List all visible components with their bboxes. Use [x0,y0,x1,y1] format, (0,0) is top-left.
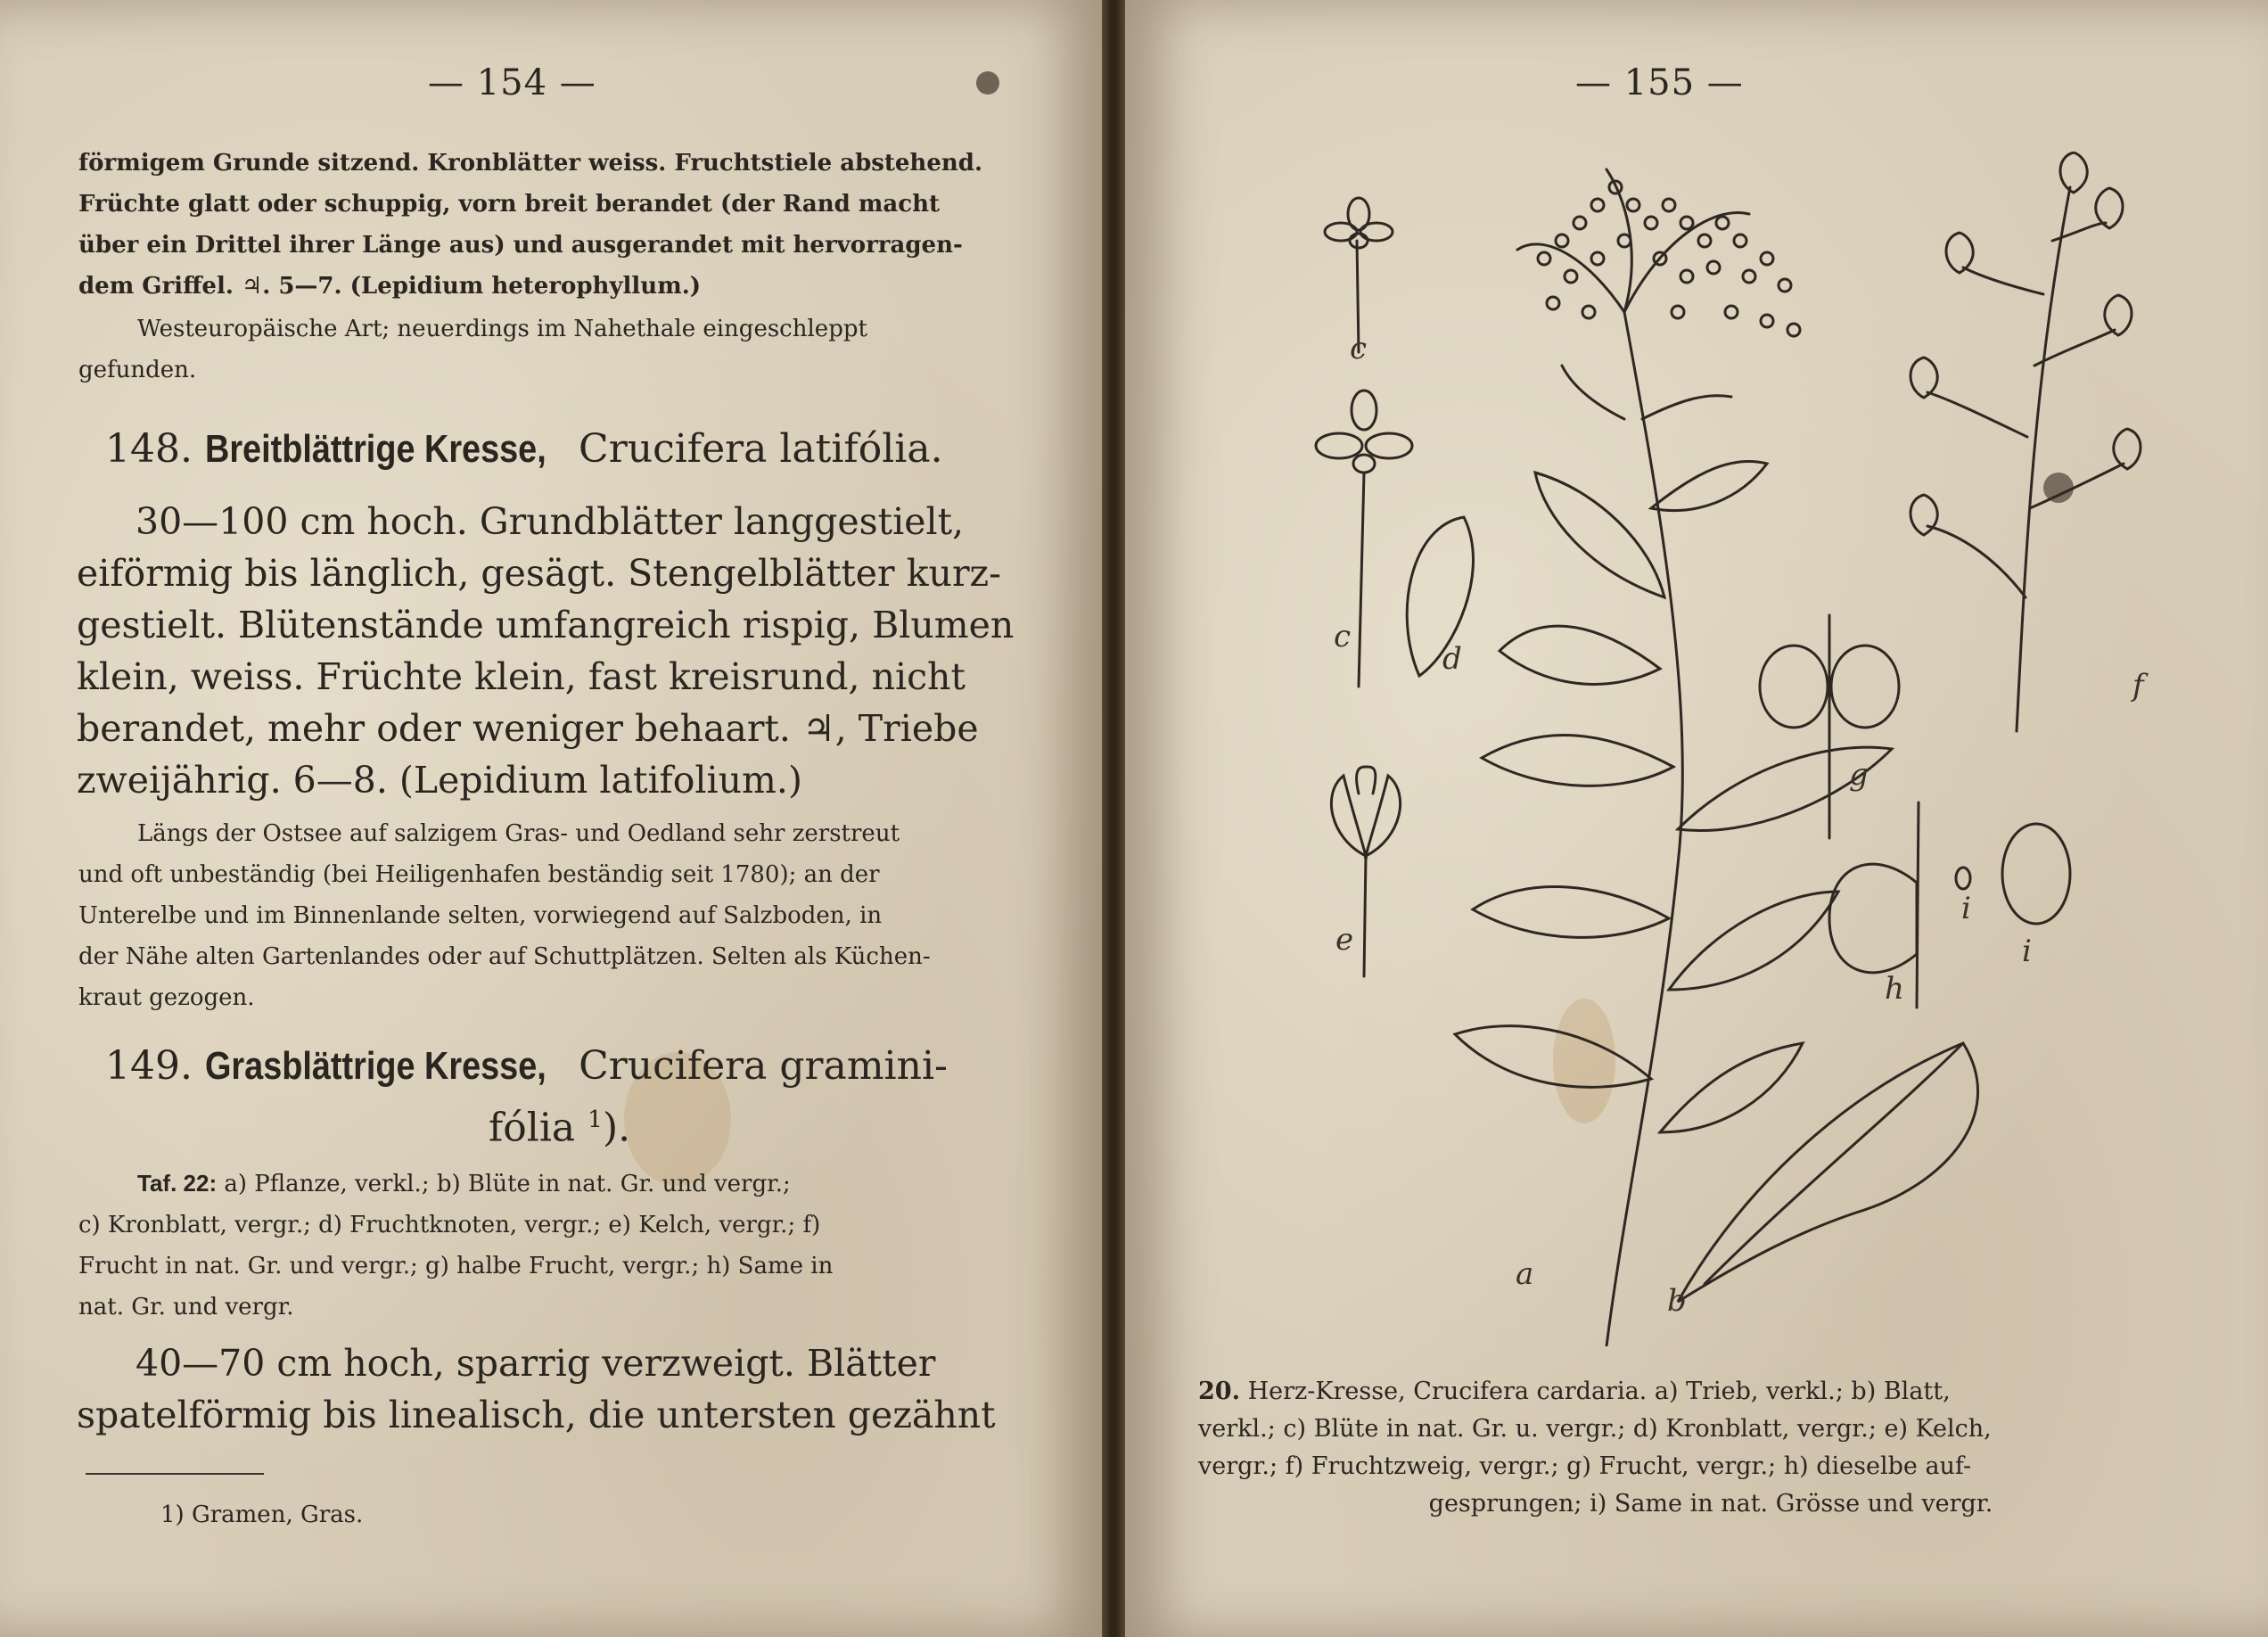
figure-a-inflorescence [1538,181,1800,336]
label-c: c [1350,331,1368,366]
plate-legend: Taf. 22: a) Pflanze, verkl.; b) Blüte in nat. Gr. und vergr.; c) Kronblatt, vergr.; d) Fruchtknoten, vergr.; e) Kelch, vergr.; f) Frucht in nat. Gr. und vergr.; g) halbe Frucht, vergr.; h) Same in nat. Gr. und vergr. [78,1170,834,1320]
label-i: i [1961,891,1971,926]
species-number: 148. [105,426,193,472]
book-gutter [1102,0,1125,1637]
figure-c-flower-large [1316,391,1412,687]
figure-i-seed-small [1956,868,1970,889]
figure-g-fruit [1760,615,1899,838]
left-page [0,0,1102,1637]
species-name-german: Breitblättrige Kresse, [204,427,546,471]
figure-h-open-fruit [1829,802,1919,1008]
footnote-reference: 1 [588,1106,603,1133]
continued-description: förmigem Grunde sitzend. Kronblätter weiss. Fruchtstiele abstehend. Früchte glatt oder schuppig, vorn breit berandet (der Rand macht über ein Drittel ihrer Länge aus) und ausgerandet mit hervorragen- dem Griffel. ♃. 5—7. (Lepidium heterophyllum.) [78,150,983,300]
plate-label: Taf. 22: [137,1170,218,1197]
label-h: h [1885,971,1904,1007]
figure-b-leaf [1678,1043,1978,1302]
figure-d-petal [1407,517,1473,676]
label-f: f [2132,668,2144,703]
page-number: — 155 — [1575,62,1744,103]
footnote: 1) Gramen, Gras. [160,1501,364,1528]
label-b: b [1667,1283,1687,1319]
species-name-latin-cont: fólia [489,1105,576,1151]
species-149-heading: 149. Grasblättrige Kresse, Crucifera gramini- fólia $^1$). [105,1040,1068,1156]
footnote-rule [86,1473,264,1475]
ink-spot [976,71,999,95]
figure-caption: 20. Herz-Kresse, Crucifera cardaria. a) Trieb, verkl.; b) Blatt, verkl.; c) Blüte in nat. Gr. u. vergr.; d) Kronblatt, vergr.; e) Kelch, vergr.; f) Fruchtzweig, vergr.; g) Frucht, vergr.; h) dieselbe auf- gesprungen; i) Same in nat. Grösse und vergr. [1198,1378,1993,1518]
species-148-description: 30—100 cm hoch. Grundblätter langgestielt, eiförmig bis länglich, gesägt. Stengelblätter kurz- gestielt. Blütenstände umfangreich rispig, Blumen klein, weiss. Früchte klein, fast kreisrund, nicht berandet, mehr oder weniger behaart. ♃, Triebe zweijährig. 6—8. (Lepidium latifolium.) [77,500,1015,802]
page-number: — 154 — [428,62,596,103]
figure-number: 20. [1198,1378,1240,1405]
distribution-note: Westeuropäische Art; neuerdings im Nahethale eingeschleppt gefunden. [78,316,867,383]
label-g: g [1849,757,1869,793]
label-i: i [2022,934,2032,969]
figure-c-flower-small [1325,198,1393,352]
species-148-heading [105,423,1068,476]
botanical-illustration [1125,152,2268,1346]
species-name-latin: Crucifera gramini- [579,1043,948,1089]
species-149-description: 40—70 cm hoch, sparrig verzweigt. Blätter spatelförmig bis linealisch, die untersten gezähnt [77,1342,996,1436]
species-name-latin: Crucifera latifólia. [579,426,943,472]
label-c: c [1334,619,1352,654]
species-number: 149. [105,1043,193,1089]
species-name-german: Grasblättrige Kresse, [204,1044,546,1088]
label-d: d [1442,641,1462,677]
label-e: e [1335,922,1354,958]
right-page [1125,0,2268,1637]
species-148-distribution: Längs der Ostsee auf salzigem Gras- und Oedland sehr zerstreut und oft unbeständig (bei Heiligenhafen beständig seit 1780); an der Unterelbe und im Binnenlande selten, vorwiegend auf Salzboden, in der Nähe alten Gartenlandes oder auf Schuttplätzen. Selten als Küchen- kraut gezogen. [78,820,931,1011]
label-a: a [1516,1256,1534,1292]
figure-f-fruit-branch [1911,152,2141,731]
figure-i-seed-large [2002,824,2070,924]
